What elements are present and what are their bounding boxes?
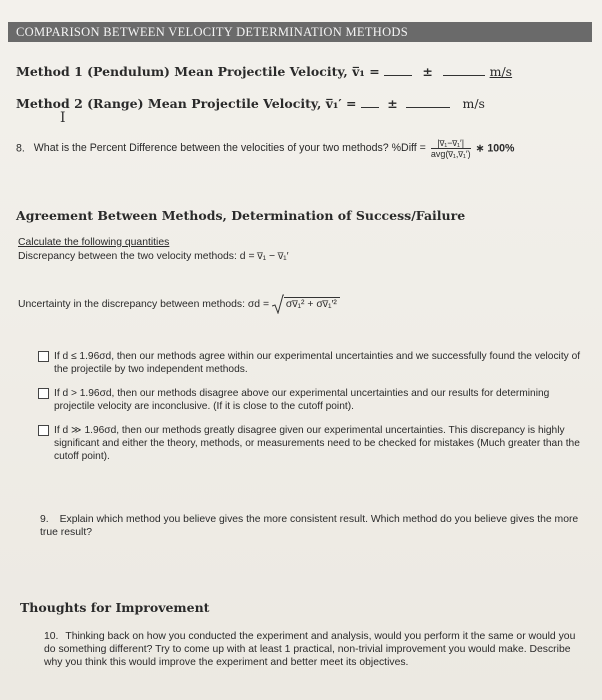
q8-number: 8.: [16, 142, 25, 155]
uncertainty-label: Uncertainty in the discrepancy between methods: σd =: [18, 298, 270, 310]
agreement-section-title: Agreement Between Methods, Determination of Success/Failure: [16, 208, 466, 223]
q8-fraction-denominator: avg(v̅₁,v̅₁′): [430, 149, 471, 159]
thoughts-section-title: Thoughts for Improvement: [20, 600, 210, 615]
criterion-1-checkbox[interactable]: [38, 351, 49, 362]
method2-uncertainty-blank[interactable]: [406, 96, 450, 108]
q9-number: 9.: [40, 514, 49, 525]
method1-uncertainty-blank[interactable]: [443, 64, 485, 76]
method1-label: Method 1 (Pendulum) Mean Projectile Velocity, v̅₁ =: [16, 64, 380, 79]
criterion-row-1: [38, 350, 583, 376]
criterion-1-text: If d ≤ 1.96σd, then our methods agree within our experimental uncertainties and we successfully found the velocity of the projectile by two independent methods.: [54, 351, 581, 375]
method2-pm: ±: [387, 96, 398, 111]
discrepancy-line: Discrepancy between the two velocity methods: d = v̅₁ − v̅₁′: [18, 251, 289, 262]
criterion-3-text: If d ≫ 1.96σd, then our methods greatly disagree given our experimental uncertainties. This discrepancy is highly significant and either the theory, methods, or measurements need to be checked for mistakes (Much greater than the cutoff point).: [54, 425, 580, 462]
method1-pm: ±: [422, 64, 433, 79]
q8-fraction-numerator: |v̅₁−v̅₁′|: [431, 138, 471, 149]
text-cursor-icon: I: [60, 110, 66, 126]
uncertainty-line: [18, 294, 340, 314]
method1-value-blank[interactable]: [384, 64, 412, 76]
section-banner: [8, 22, 592, 42]
sqrt-expression: [272, 294, 340, 314]
question-8: [16, 138, 514, 159]
method2-label: Method 2 (Range) Mean Projectile Velocity, v̅₁′ =: [16, 96, 357, 111]
banner-title: COMPARISON BETWEEN VELOCITY DETERMINATION METHODS: [16, 25, 409, 39]
q8-fraction: [431, 138, 471, 159]
method1-line: [16, 64, 512, 79]
criterion-row-3: [38, 424, 583, 463]
method2-value-blank[interactable]: [361, 96, 379, 108]
criterion-2-text: If d > 1.96σd, then our methods disagree above our experimental uncertainties and our results for determining projectile velocity are inconclusive. (If it is close to the cutoff point).: [54, 388, 550, 412]
method2-unit: m/s: [462, 96, 485, 111]
q8-text: What is the Percent Difference between the velocities of your two methods? %Diff =: [33, 142, 426, 155]
criterion-3-checkbox[interactable]: [38, 425, 49, 436]
sqrt-symbol-icon: [272, 294, 284, 314]
sqrt-radicand: σv̅₁² + σv̅₁′²: [284, 297, 340, 310]
criterion-row-2: [38, 387, 583, 413]
question-10: [44, 630, 584, 669]
q10-number: 10.: [44, 631, 59, 642]
question-9: [40, 513, 588, 539]
q10-text: Thinking back on how you conducted the experiment and analysis, would you perform it the same or would you do something different? Try to come up with at least 1 practical, non-trivial improvement you would make. Describe why you think this would improve the experiment and better meet its objectives.: [44, 631, 576, 668]
method1-unit: m/s: [489, 64, 513, 79]
method2-line: [16, 96, 485, 111]
q8-tail: ∗ 100%: [475, 142, 515, 155]
calc-heading: Calculate the following quantities: [18, 237, 170, 248]
criterion-2-checkbox[interactable]: [38, 388, 49, 399]
q9-text: Explain which method you believe gives the more consistent result. Which method do you believe gives the more true result?: [40, 514, 579, 538]
